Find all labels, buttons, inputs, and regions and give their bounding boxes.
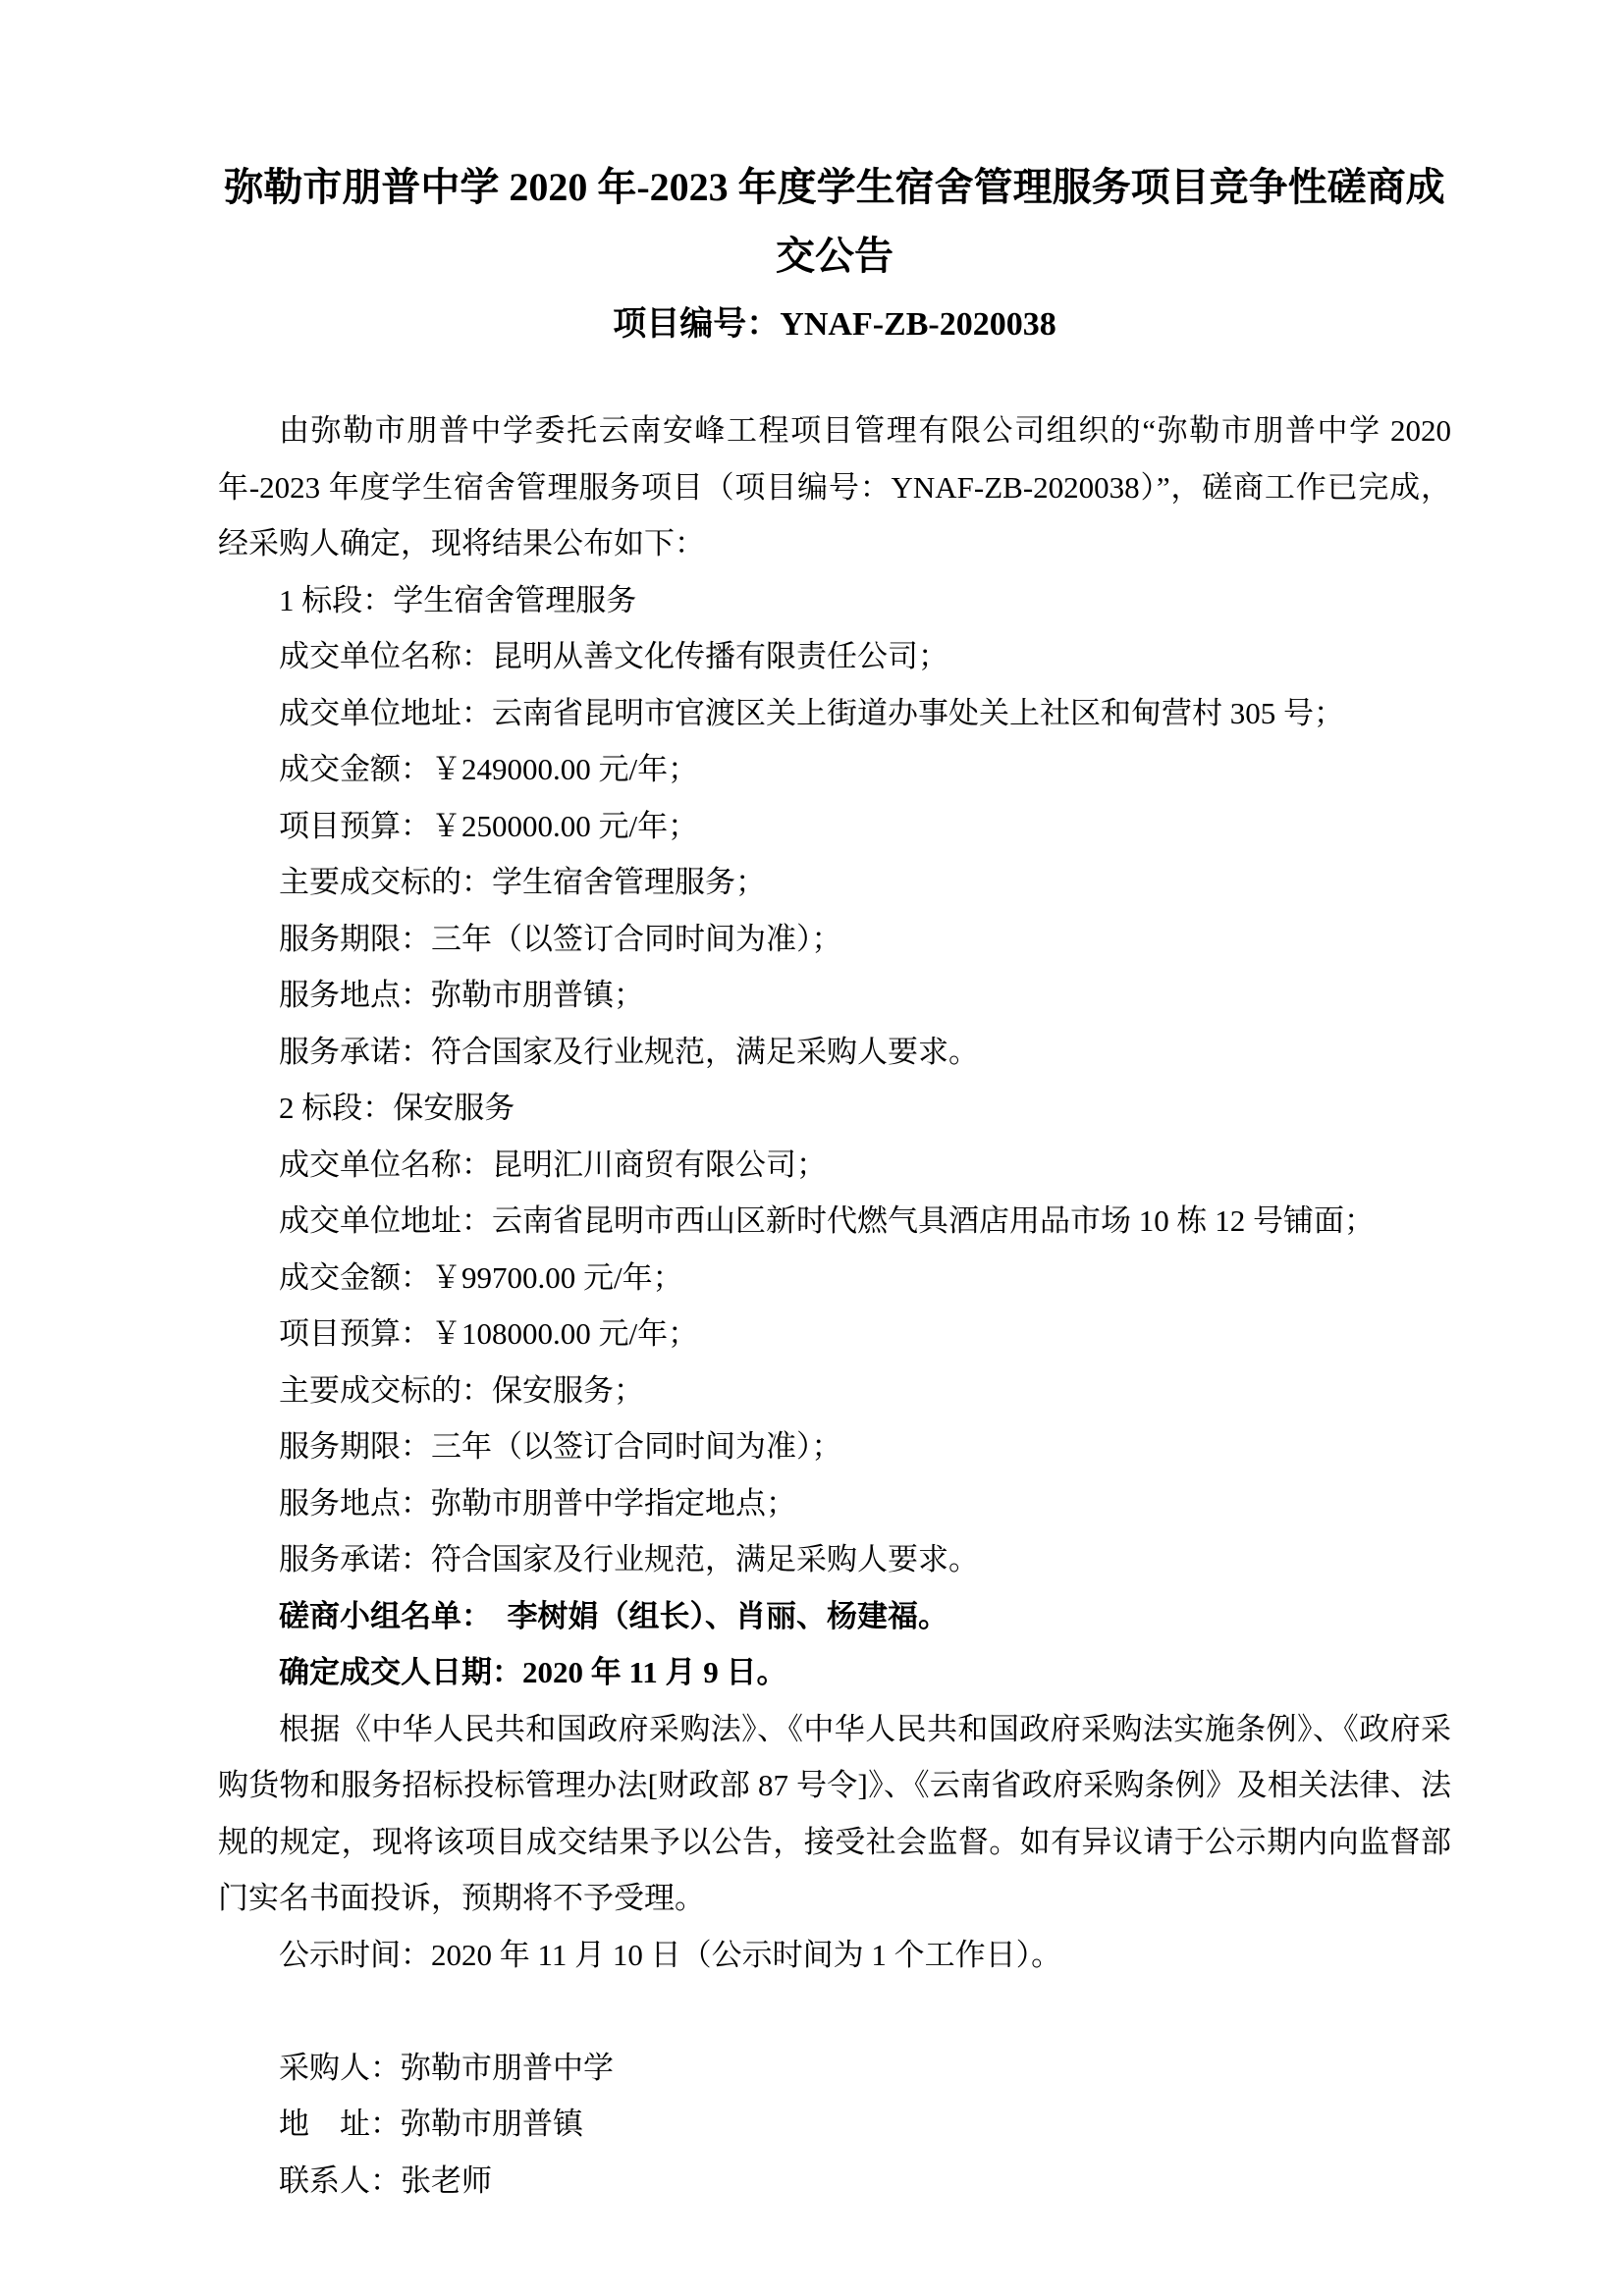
lot1-service-commitment: 服务承诺：符合国家及行业规范，满足采购人要求。 bbox=[279, 1034, 979, 1069]
lot2-budget: 项目预算：￥108000.00 元/年； bbox=[279, 1316, 699, 1351]
intro-paragraph: 由弥勒市朋普中学委托云南安峰工程项目管理有限公司组织的“弥勒市朋普中学 2020 年-2023 年度学生宿舍管理服务项目（项目编号：YNAF-ZB-2020038）”，磋商工作已完成，经采购人确定，现将结果公布如下： bbox=[218, 413, 1451, 561]
lot1-winner-name: 成交单位名称：昆明从善文化传播有限责任公司； bbox=[279, 639, 948, 673]
lot2-award-amount: 成交金额：￥99700.00 元/年； bbox=[279, 1259, 683, 1295]
lot1-budget: 项目预算：￥250000.00 元/年； bbox=[279, 808, 699, 843]
lot1-subject: 主要成交标的：学生宿舍管理服务； bbox=[279, 865, 766, 899]
lot1-award-amount: 成交金额：￥249000.00 元/年； bbox=[279, 752, 699, 786]
lot2-heading: 2 标段：保安服务 bbox=[279, 1091, 515, 1125]
buyer-line: 采购人：弥勒市朋普中学 bbox=[279, 2050, 614, 2085]
lot2-service-term: 服务期限：三年（以签订合同时间为准）； bbox=[279, 1429, 842, 1464]
negotiation-team-list: 磋商小组名单： 李树娟（组长）、肖丽、杨建福。 bbox=[279, 1598, 948, 1633]
legal-basis-paragraph: 根据《中华人民共和国政府采购法》、《中华人民共和国政府采购法实施条例》、《政府采购货物和服务招标投标管理办法[财政部 87 号令]》、《云南省政府采购条例》及相关法律、法规的规定，现将该项目成交结果予以公告，接受社会监督。如有异议请于公示期内向监督部门实名书面投诉，预期将不予受理。 bbox=[218, 1711, 1451, 1915]
lot1-service-term: 服务期限：三年（以签订合同时间为准）； bbox=[279, 921, 842, 956]
contact-person-line: 联系人：张老师 bbox=[279, 2163, 492, 2198]
publicity-period-line: 公示时间：2020 年 11 月 10 日（公示时间为 1 个工作日）。 bbox=[279, 1937, 1062, 1972]
buyer-address-line: 地 址：弥勒市朋普镇 bbox=[279, 2107, 583, 2141]
lot2-service-location: 服务地点：弥勒市朋普中学指定地点； bbox=[279, 1485, 796, 1521]
lot1-winner-address: 成交单位地址：云南省昆明市官渡区关上街道办事处关上社区和甸营村 305 号； bbox=[279, 695, 1344, 730]
lot2-subject: 主要成交标的：保安服务； bbox=[279, 1372, 644, 1408]
lot1-heading: 1 标段：学生宿舍管理服务 bbox=[279, 582, 637, 617]
award-confirmation-date: 确定成交人日期：2020 年 11 月 9 日。 bbox=[279, 1655, 787, 1689]
lot1-service-location: 服务地点：弥勒市朋普镇； bbox=[279, 978, 644, 1012]
lot2-winner-name: 成交单位名称：昆明汇川商贸有限公司； bbox=[279, 1147, 827, 1182]
lot2-winner-address: 成交单位地址：云南省昆明市西山区新时代燃气具酒店用品市场 10 栋 12 号铺面； bbox=[279, 1203, 1375, 1238]
lot2-service-commitment: 服务承诺：符合国家及行业规范，满足采购人要求。 bbox=[279, 1542, 979, 1576]
blank-line bbox=[218, 1983, 1451, 2040]
page-title: 弥勒市朋普中学 2020 年-2023 年度学生宿舍管理服务项目竞争性磋商成交公告 bbox=[224, 165, 1445, 278]
project-number: 项目编号：YNAF-ZB-2020038 bbox=[613, 306, 1056, 343]
